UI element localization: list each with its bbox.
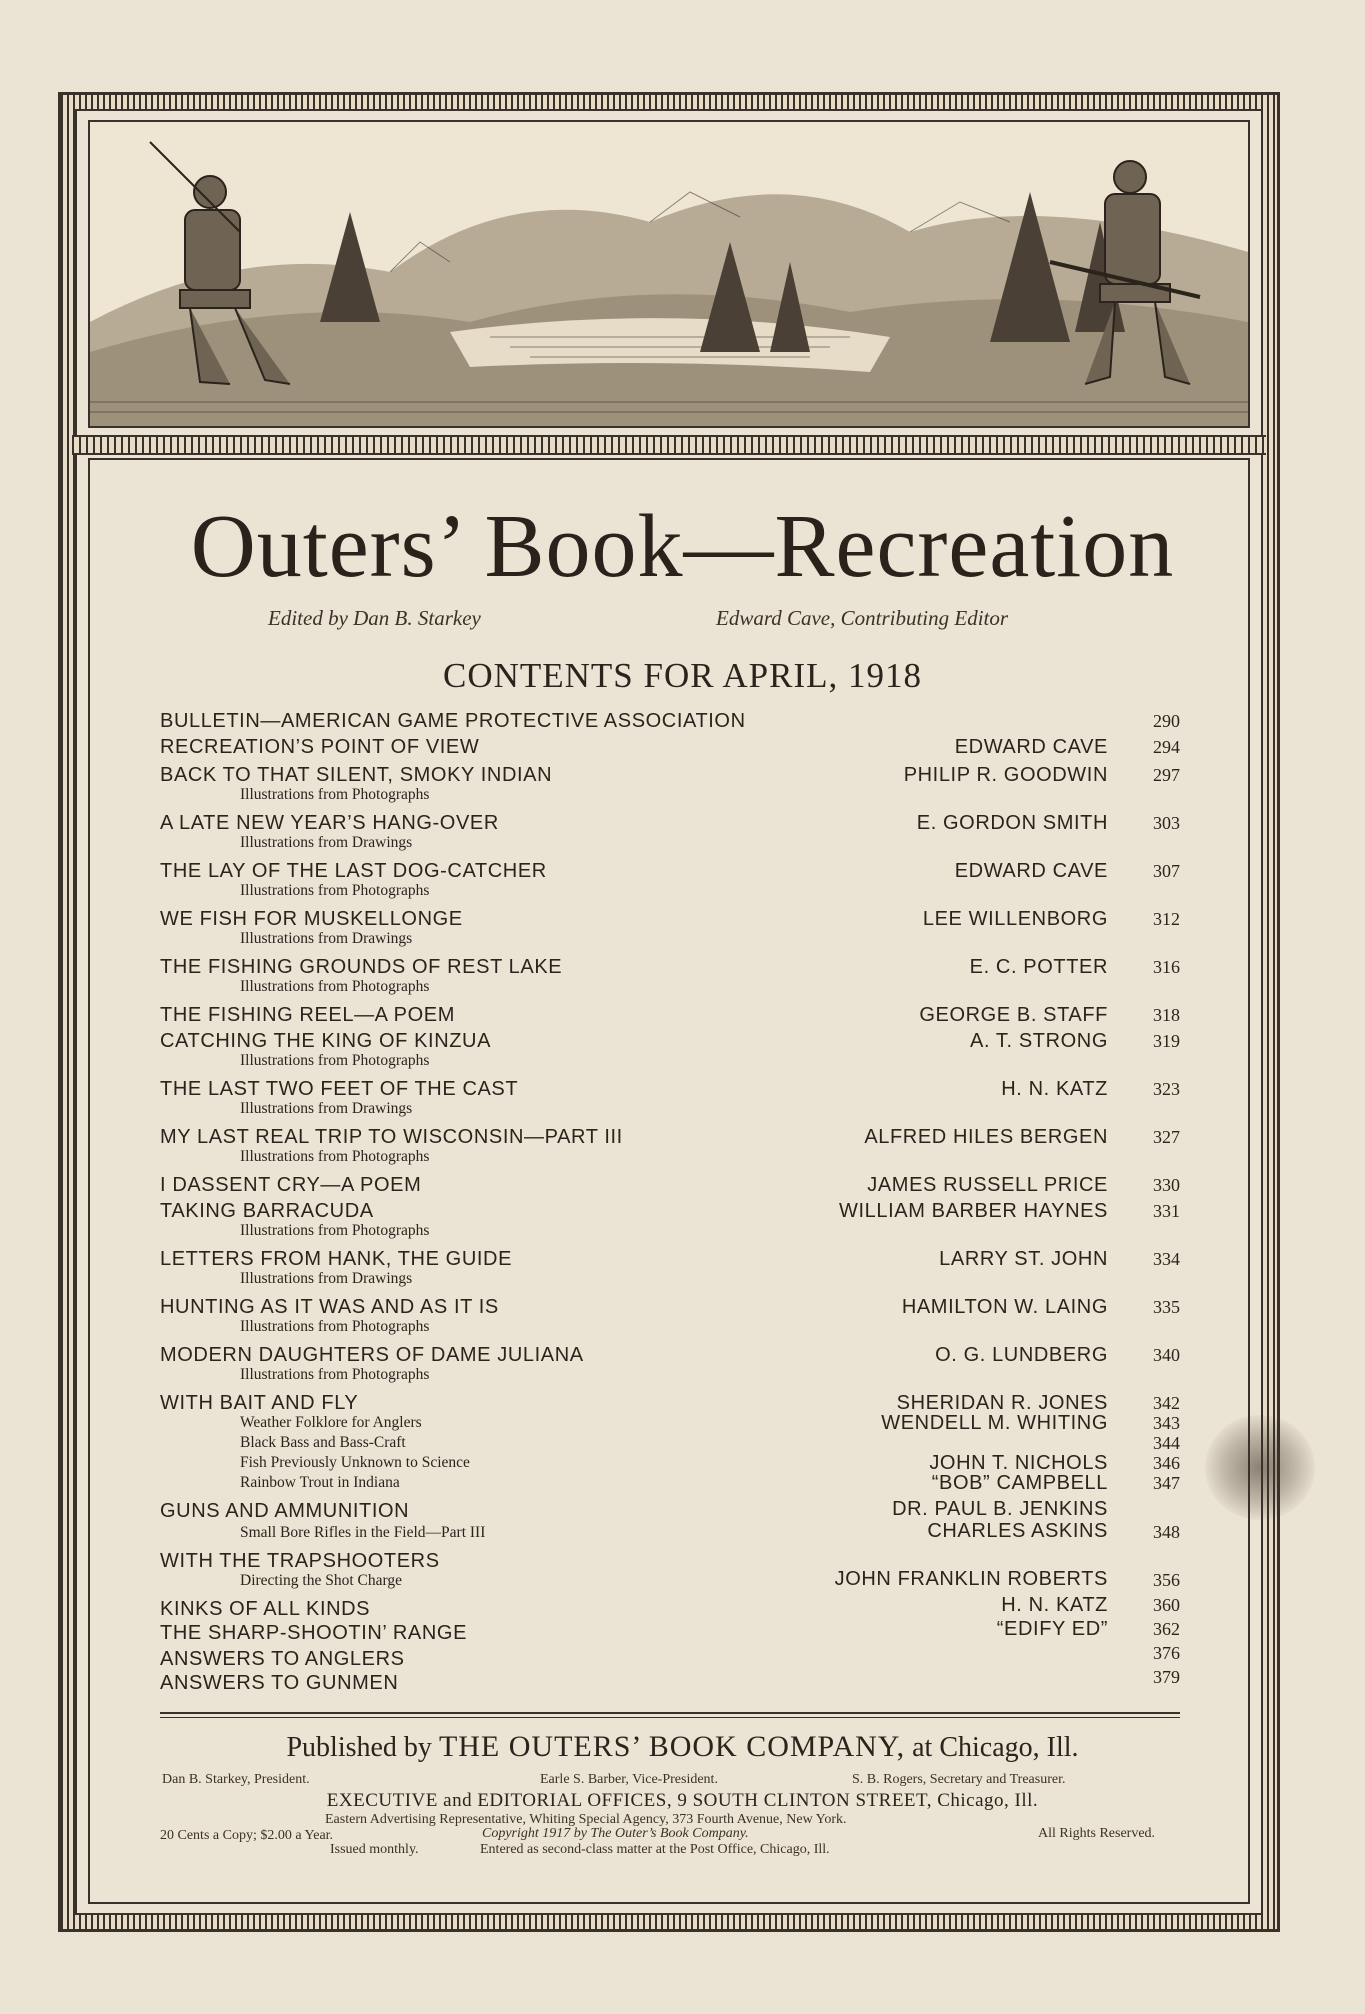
toc-page: 334 bbox=[1153, 1249, 1180, 1269]
toc-author: O. G. LUNDBERG bbox=[935, 1344, 1108, 1366]
company-name: THE OUTERS’ BOOK COMPANY, bbox=[438, 1730, 906, 1763]
toc-title: I DASSENT CRY—A POEM bbox=[160, 1174, 422, 1196]
toc-subtitle: Illustrations from Photographs bbox=[240, 1052, 430, 1069]
toc-page: 312 bbox=[1153, 909, 1180, 929]
toc-title: A LATE NEW YEAR’S HANG-OVER bbox=[160, 812, 499, 834]
toc-author: E. GORDON SMITH bbox=[916, 812, 1108, 834]
toc-author: HAMILTON W. LAING bbox=[901, 1296, 1108, 1318]
toc-author: LEE WILLENBORG bbox=[922, 908, 1108, 930]
editor-credit: Edited by Dan B. Starkey bbox=[268, 606, 481, 630]
toc-page: 307 bbox=[1153, 861, 1180, 881]
paper-stain bbox=[1205, 1415, 1315, 1520]
toc-subtitle: Illustrations from Photographs bbox=[240, 978, 430, 995]
toc-page: 318 bbox=[1153, 1005, 1180, 1025]
toc-subtitle: Illustrations from Drawings bbox=[240, 834, 413, 851]
toc-page: 347 bbox=[1153, 1473, 1180, 1493]
toc-subtitle: Directing the Shot Charge bbox=[240, 1572, 403, 1589]
toc-subtitle: Illustrations from Drawings bbox=[240, 1270, 413, 1287]
toc-page: 346 bbox=[1153, 1453, 1180, 1473]
toc-page: 327 bbox=[1153, 1127, 1180, 1147]
toc-page: 362 bbox=[1153, 1619, 1180, 1639]
toc-title: ANSWERS TO ANGLERS bbox=[160, 1648, 405, 1670]
toc-page: 316 bbox=[1153, 957, 1180, 977]
toc-subtitle: Black Bass and Bass-Craft bbox=[240, 1434, 406, 1451]
toc-page: 294 bbox=[1153, 737, 1180, 757]
toc-author: JOHN FRANKLIN ROBERTS bbox=[834, 1568, 1108, 1590]
toc-author: JAMES RUSSELL PRICE bbox=[867, 1174, 1108, 1196]
toc-author: JOHN T. NICHOLS bbox=[929, 1452, 1108, 1474]
toc-page: 376 bbox=[1153, 1643, 1180, 1663]
president: Dan B. Starkey, President. bbox=[162, 1772, 310, 1787]
toc-author: H. N. KATZ bbox=[1001, 1594, 1108, 1616]
toc-author: GEORGE B. STAFF bbox=[919, 1004, 1108, 1026]
toc-author: EDWARD CAVE bbox=[954, 860, 1108, 882]
toc-subtitle: Illustrations from Photographs bbox=[240, 1366, 430, 1383]
offices-address: EXECUTIVE and EDITORIAL OFFICES, 9 SOUTH CLINTON STREET, Chicago, Ill. bbox=[326, 1790, 1039, 1811]
toc-title: THE LAY OF THE LAST DOG-CATCHER bbox=[160, 860, 547, 882]
toc-page: 323 bbox=[1153, 1079, 1180, 1099]
price: 20 Cents a Copy; $2.00 a Year. bbox=[160, 1828, 334, 1843]
toc-author: H. N. KATZ bbox=[1001, 1078, 1108, 1100]
toc-author: “EDIFY ED” bbox=[996, 1618, 1108, 1640]
toc-title: THE LAST TWO FEET OF THE CAST bbox=[160, 1078, 519, 1100]
header-illustration bbox=[88, 120, 1250, 428]
toc-page: 348 bbox=[1153, 1522, 1180, 1542]
toc-subtitle: Fish Previously Unknown to Science bbox=[240, 1454, 470, 1471]
toc-title: THE FISHING REEL—A POEM bbox=[160, 1004, 455, 1026]
ornamental-divider bbox=[72, 435, 1266, 455]
advertising-rep: Eastern Advertising Representative, Whiting Special Agency, 373 Fourth Avenue, New York. bbox=[325, 1812, 847, 1827]
footer-rule bbox=[160, 1712, 1180, 1718]
toc-title: TAKING BARRACUDA bbox=[160, 1200, 374, 1222]
toc-page: 290 bbox=[1153, 711, 1180, 731]
toc-title: WITH BAIT AND FLY bbox=[160, 1392, 359, 1414]
toc-page: 343 bbox=[1153, 1413, 1180, 1433]
toc-subtitle: Weather Folklore for Anglers bbox=[240, 1414, 422, 1431]
company-location: at Chicago, Ill. bbox=[912, 1732, 1079, 1763]
toc-page: 340 bbox=[1153, 1345, 1180, 1365]
toc-title: WE FISH FOR MUSKELLONGE bbox=[160, 908, 463, 930]
toc-subtitle: Rainbow Trout in Indiana bbox=[240, 1474, 400, 1491]
toc-title: RECREATION’S POINT OF VIEW bbox=[160, 736, 480, 758]
toc-subtitle: Small Bore Rifles in the Field—Part III bbox=[240, 1524, 486, 1541]
toc-author: CHARLES ASKINS bbox=[927, 1520, 1108, 1542]
toc-subtitle: Illustrations from Photographs bbox=[240, 882, 430, 899]
postal-entry: Entered as second-class matter at the Post Office, Chicago, Ill. bbox=[480, 1842, 830, 1857]
toc-author: E. C. POTTER bbox=[969, 956, 1108, 978]
toc-author: PHILIP R. GOODWIN bbox=[903, 764, 1108, 786]
toc-subtitle: Illustrations from Photographs bbox=[240, 1318, 430, 1335]
toc-page: 297 bbox=[1153, 765, 1180, 785]
toc-subtitle: Illustrations from Photographs bbox=[240, 786, 430, 803]
toc-title: CATCHING THE KING OF KINZUA bbox=[160, 1030, 492, 1052]
toc-title: ANSWERS TO GUNMEN bbox=[160, 1672, 399, 1694]
toc-author: DR. PAUL B. JENKINS bbox=[892, 1498, 1108, 1520]
toc-author: WILLIAM BARBER HAYNES bbox=[839, 1200, 1108, 1222]
publisher-line bbox=[0, 1730, 1365, 1764]
toc-title: THE SHARP-SHOOTIN’ RANGE bbox=[160, 1622, 468, 1644]
toc-subtitle: Illustrations from Drawings bbox=[240, 1100, 413, 1117]
copyright: Copyright 1917 by The Outer’s Book Company. bbox=[482, 1826, 749, 1841]
issued-monthly: Issued monthly. bbox=[330, 1842, 419, 1857]
toc-title: LETTERS FROM HANK, THE GUIDE bbox=[160, 1248, 513, 1270]
secretary-treasurer: S. B. Rogers, Secretary and Treasurer. bbox=[852, 1772, 1066, 1787]
toc-author: ALFRED HILES BERGEN bbox=[864, 1126, 1108, 1148]
toc-title: MY LAST REAL TRIP TO WISCONSIN—PART III bbox=[160, 1126, 623, 1148]
toc-page: 335 bbox=[1153, 1297, 1180, 1317]
toc-page: 360 bbox=[1153, 1595, 1180, 1615]
toc-author: A. T. STRONG bbox=[970, 1030, 1108, 1052]
toc-author: LARRY ST. JOHN bbox=[939, 1248, 1108, 1270]
toc-subtitle: Illustrations from Photographs bbox=[240, 1148, 430, 1165]
toc-page: 379 bbox=[1153, 1667, 1180, 1687]
toc-page: 303 bbox=[1153, 813, 1180, 833]
toc-title: BACK TO THAT SILENT, SMOKY INDIAN bbox=[160, 764, 553, 786]
toc-author: “BOB” CAMPBELL bbox=[931, 1472, 1108, 1494]
toc-title: WITH THE TRAPSHOOTERS bbox=[160, 1550, 440, 1572]
toc-title: BULLETIN—AMERICAN GAME PROTECTIVE ASSOCIATION bbox=[160, 710, 746, 732]
toc-title: MODERN DAUGHTERS OF DAME JULIANA bbox=[160, 1344, 584, 1366]
toc-title: GUNS AND AMMUNITION bbox=[160, 1500, 410, 1522]
vice-president: Earle S. Barber, Vice-President. bbox=[540, 1772, 718, 1787]
toc-author: WENDELL M. WHITING bbox=[881, 1412, 1108, 1434]
toc-title: THE FISHING GROUNDS OF REST LAKE bbox=[160, 956, 563, 978]
toc-title: HUNTING AS IT WAS AND AS IT IS bbox=[160, 1296, 499, 1318]
toc-page: 319 bbox=[1153, 1031, 1180, 1051]
toc-author: EDWARD CAVE bbox=[954, 736, 1108, 758]
contents-heading: CONTENTS FOR APRIL, 1918 bbox=[442, 656, 923, 695]
magazine-title: Outers’ Book—Recreation bbox=[190, 497, 1175, 596]
toc-author: SHERIDAN R. JONES bbox=[896, 1392, 1108, 1414]
toc-page: 330 bbox=[1153, 1175, 1180, 1195]
contributing-editor-credit: Edward Cave, Contributing Editor bbox=[716, 606, 1009, 630]
toc-subtitle: Illustrations from Drawings bbox=[240, 930, 413, 947]
toc-page: 342 bbox=[1153, 1393, 1180, 1413]
toc-title: KINKS OF ALL KINDS bbox=[160, 1598, 371, 1620]
toc-page: 344 bbox=[1153, 1433, 1180, 1453]
toc-page: 331 bbox=[1153, 1201, 1180, 1221]
rights-reserved: All Rights Reserved. bbox=[1038, 1826, 1156, 1841]
toc-subtitle: Illustrations from Photographs bbox=[240, 1222, 430, 1239]
toc-page: 356 bbox=[1153, 1570, 1180, 1590]
published-by-label: Published by bbox=[286, 1732, 432, 1763]
